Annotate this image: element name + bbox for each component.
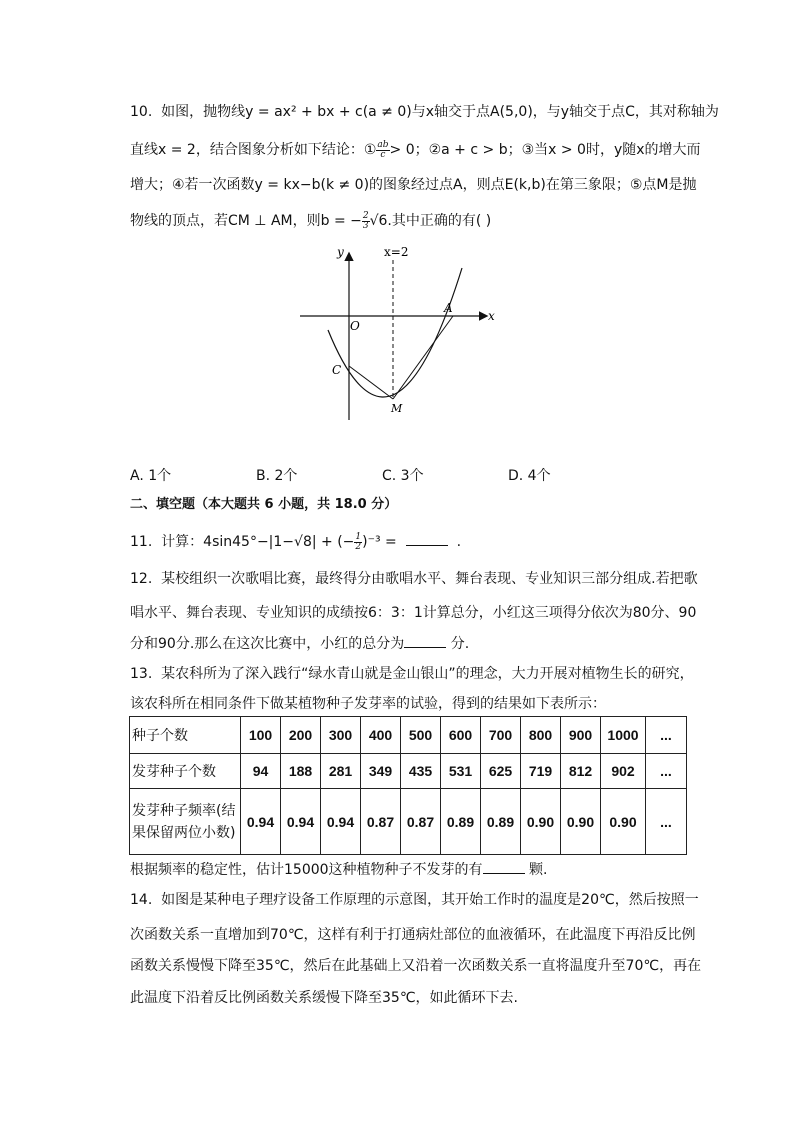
table-row — [130, 754, 687, 789]
table-cell: 800 — [521, 717, 561, 754]
table-cell: 700 — [481, 717, 521, 754]
fraction-ab-over-c: $\frac{ab}{c}$ — [377, 139, 389, 160]
table-cell: 500 — [401, 717, 441, 754]
table-cell: 531 — [441, 754, 481, 789]
q10-line3: 增大；④若一次函数y = kx−b(k ≠ 0)的图象经过点A，则点E(k,b)在第三象限；⑤点M是抛 — [130, 177, 697, 193]
table-cell: 0.90 — [561, 789, 601, 855]
point-c-label: C — [332, 363, 342, 377]
table-cell: 719 — [521, 754, 561, 789]
table-cell: 1000 — [601, 717, 646, 754]
table-cell: 812 — [561, 754, 601, 789]
symmetry-axis-label: x=2 — [384, 245, 409, 259]
q12-line2: 唱水平、舞台表现、专业知识的成绩按6：3：1计算总分，小红这三项得分依次为80分、90 — [130, 605, 697, 621]
table-row — [130, 717, 687, 754]
table-cell: 902 — [601, 754, 646, 789]
table-cell: 600 — [441, 717, 481, 754]
point-a-label: A — [444, 301, 453, 315]
q12-line3: 分和90分.那么在这次比赛中，小红的总分为 分. — [130, 633, 469, 654]
q10-line4: 物线的顶点，若CM ⊥ AM，则b = − $\frac{2}{3}$ √6.其中正确的有( ) — [130, 210, 492, 231]
section-heading: 二、填空题（本大题共 6 小题，共 18.0 分） — [130, 497, 398, 512]
q10-line1: 10. 如图，抛物线y = ax² + bx + c(a ≠ 0)与x轴交于点A(5,0)，与y轴交于点C，其对称轴为 — [130, 104, 719, 120]
table-cell: 0.90 — [521, 789, 561, 855]
q14-line4: 此温度下沿着反比例函数关系缓慢下降至35℃，如此循环下去. — [130, 990, 518, 1006]
table-cell: 0.94 — [241, 789, 281, 855]
row-label-seeds: 种子个数 — [130, 717, 241, 754]
fraction-two-thirds: $\frac{2}{3}$ — [362, 210, 369, 231]
table-cell: 0.89 — [481, 789, 521, 855]
origin-label: O — [350, 319, 360, 333]
segment-am — [393, 316, 453, 399]
table-cell: 281 — [321, 754, 361, 789]
q13-line1: 13. 某农科所为了深入践行“绿水青山就是金山银山”的理念，大力开展对植物生长的研究， — [130, 666, 694, 682]
table-cell: 0.87 — [361, 789, 401, 855]
choice-c[interactable]: C. 3个 — [382, 468, 424, 484]
q13-line2: 该农科所在相同条件下做某植物种子发芽率的试验，得到的结果如下表所示： — [130, 696, 606, 712]
row-label-frequency: 发芽种子频率(结 果保留两位小数) — [130, 789, 241, 855]
row-label-germinated: 发芽种子个数 — [130, 754, 241, 789]
parabola-curve — [328, 268, 462, 397]
germination-table — [129, 716, 687, 855]
parabola-graph — [290, 240, 510, 430]
table-cell: 100 — [241, 717, 281, 754]
q12-answer-blank[interactable] — [404, 633, 446, 648]
table-cell: 400 — [361, 717, 401, 754]
table-cell: 300 — [321, 717, 361, 754]
table-cell: 625 — [481, 754, 521, 789]
q10-line2: 直线x = 2，结合图象分析如下结论：① $\frac{ab}{c}$ > 0；②a + c > b；③当x > 0时，y随x的增大而 — [130, 139, 701, 160]
x-label: x — [488, 309, 495, 323]
q14-line1: 14. 如图是某种电子理疗设备工作原理的示意图，其开始工作时的温度是20℃，然后按照一 — [130, 892, 699, 908]
table-cell: 435 — [401, 754, 441, 789]
table-cell: 0.94 — [281, 789, 321, 855]
table-cell: 349 — [361, 754, 401, 789]
table-cell: 188 — [281, 754, 321, 789]
q13-answer-blank[interactable] — [483, 859, 525, 874]
q12-line1: 12. 某校组织一次歌唱比赛，最终得分由歌唱水平、舞台表现、专业知识三部分组成.若把歌 — [130, 571, 698, 587]
table-cell: 94 — [241, 754, 281, 789]
table-cell: 900 — [561, 717, 601, 754]
table-cell: ... — [646, 789, 687, 855]
table-cell: 200 — [281, 717, 321, 754]
table-row — [130, 789, 687, 855]
table-cell: 0.87 — [401, 789, 441, 855]
point-m-label: M — [391, 402, 403, 415]
q10-number: 10. — [130, 104, 153, 120]
choice-b[interactable]: B. 2个 — [256, 468, 298, 484]
table-cell: ... — [646, 754, 687, 789]
choice-a[interactable]: A. 1个 — [130, 468, 172, 484]
table-cell: ... — [646, 717, 687, 754]
y-label: y — [337, 245, 344, 259]
q14-line2: 次函数关系一直增加到70℃，这样有利于打通病灶部位的血液循环，在此温度下再沿反比例 — [130, 927, 696, 943]
table-cell: 0.89 — [441, 789, 481, 855]
table-cell: 0.94 — [321, 789, 361, 855]
q14-line3: 函数关系慢慢下降至35℃，然后在此基础上又沿着一次函数关系一直将温度升至70℃，再在 — [130, 958, 702, 974]
q11-answer-blank[interactable] — [406, 531, 448, 546]
table-cell: 0.90 — [601, 789, 646, 855]
q11-line: 11. 计算：4sin45°−|1−√8| + (− $\frac{1}{2}$ )⁻³ = . — [130, 531, 462, 552]
fraction-one-half: $\frac{1}{2}$ — [355, 531, 362, 552]
choice-d[interactable]: D. 4个 — [508, 468, 551, 484]
q13-tail: 根据频率的稳定性，估计15000这种植物种子不发芽的有 颗. — [130, 859, 547, 880]
